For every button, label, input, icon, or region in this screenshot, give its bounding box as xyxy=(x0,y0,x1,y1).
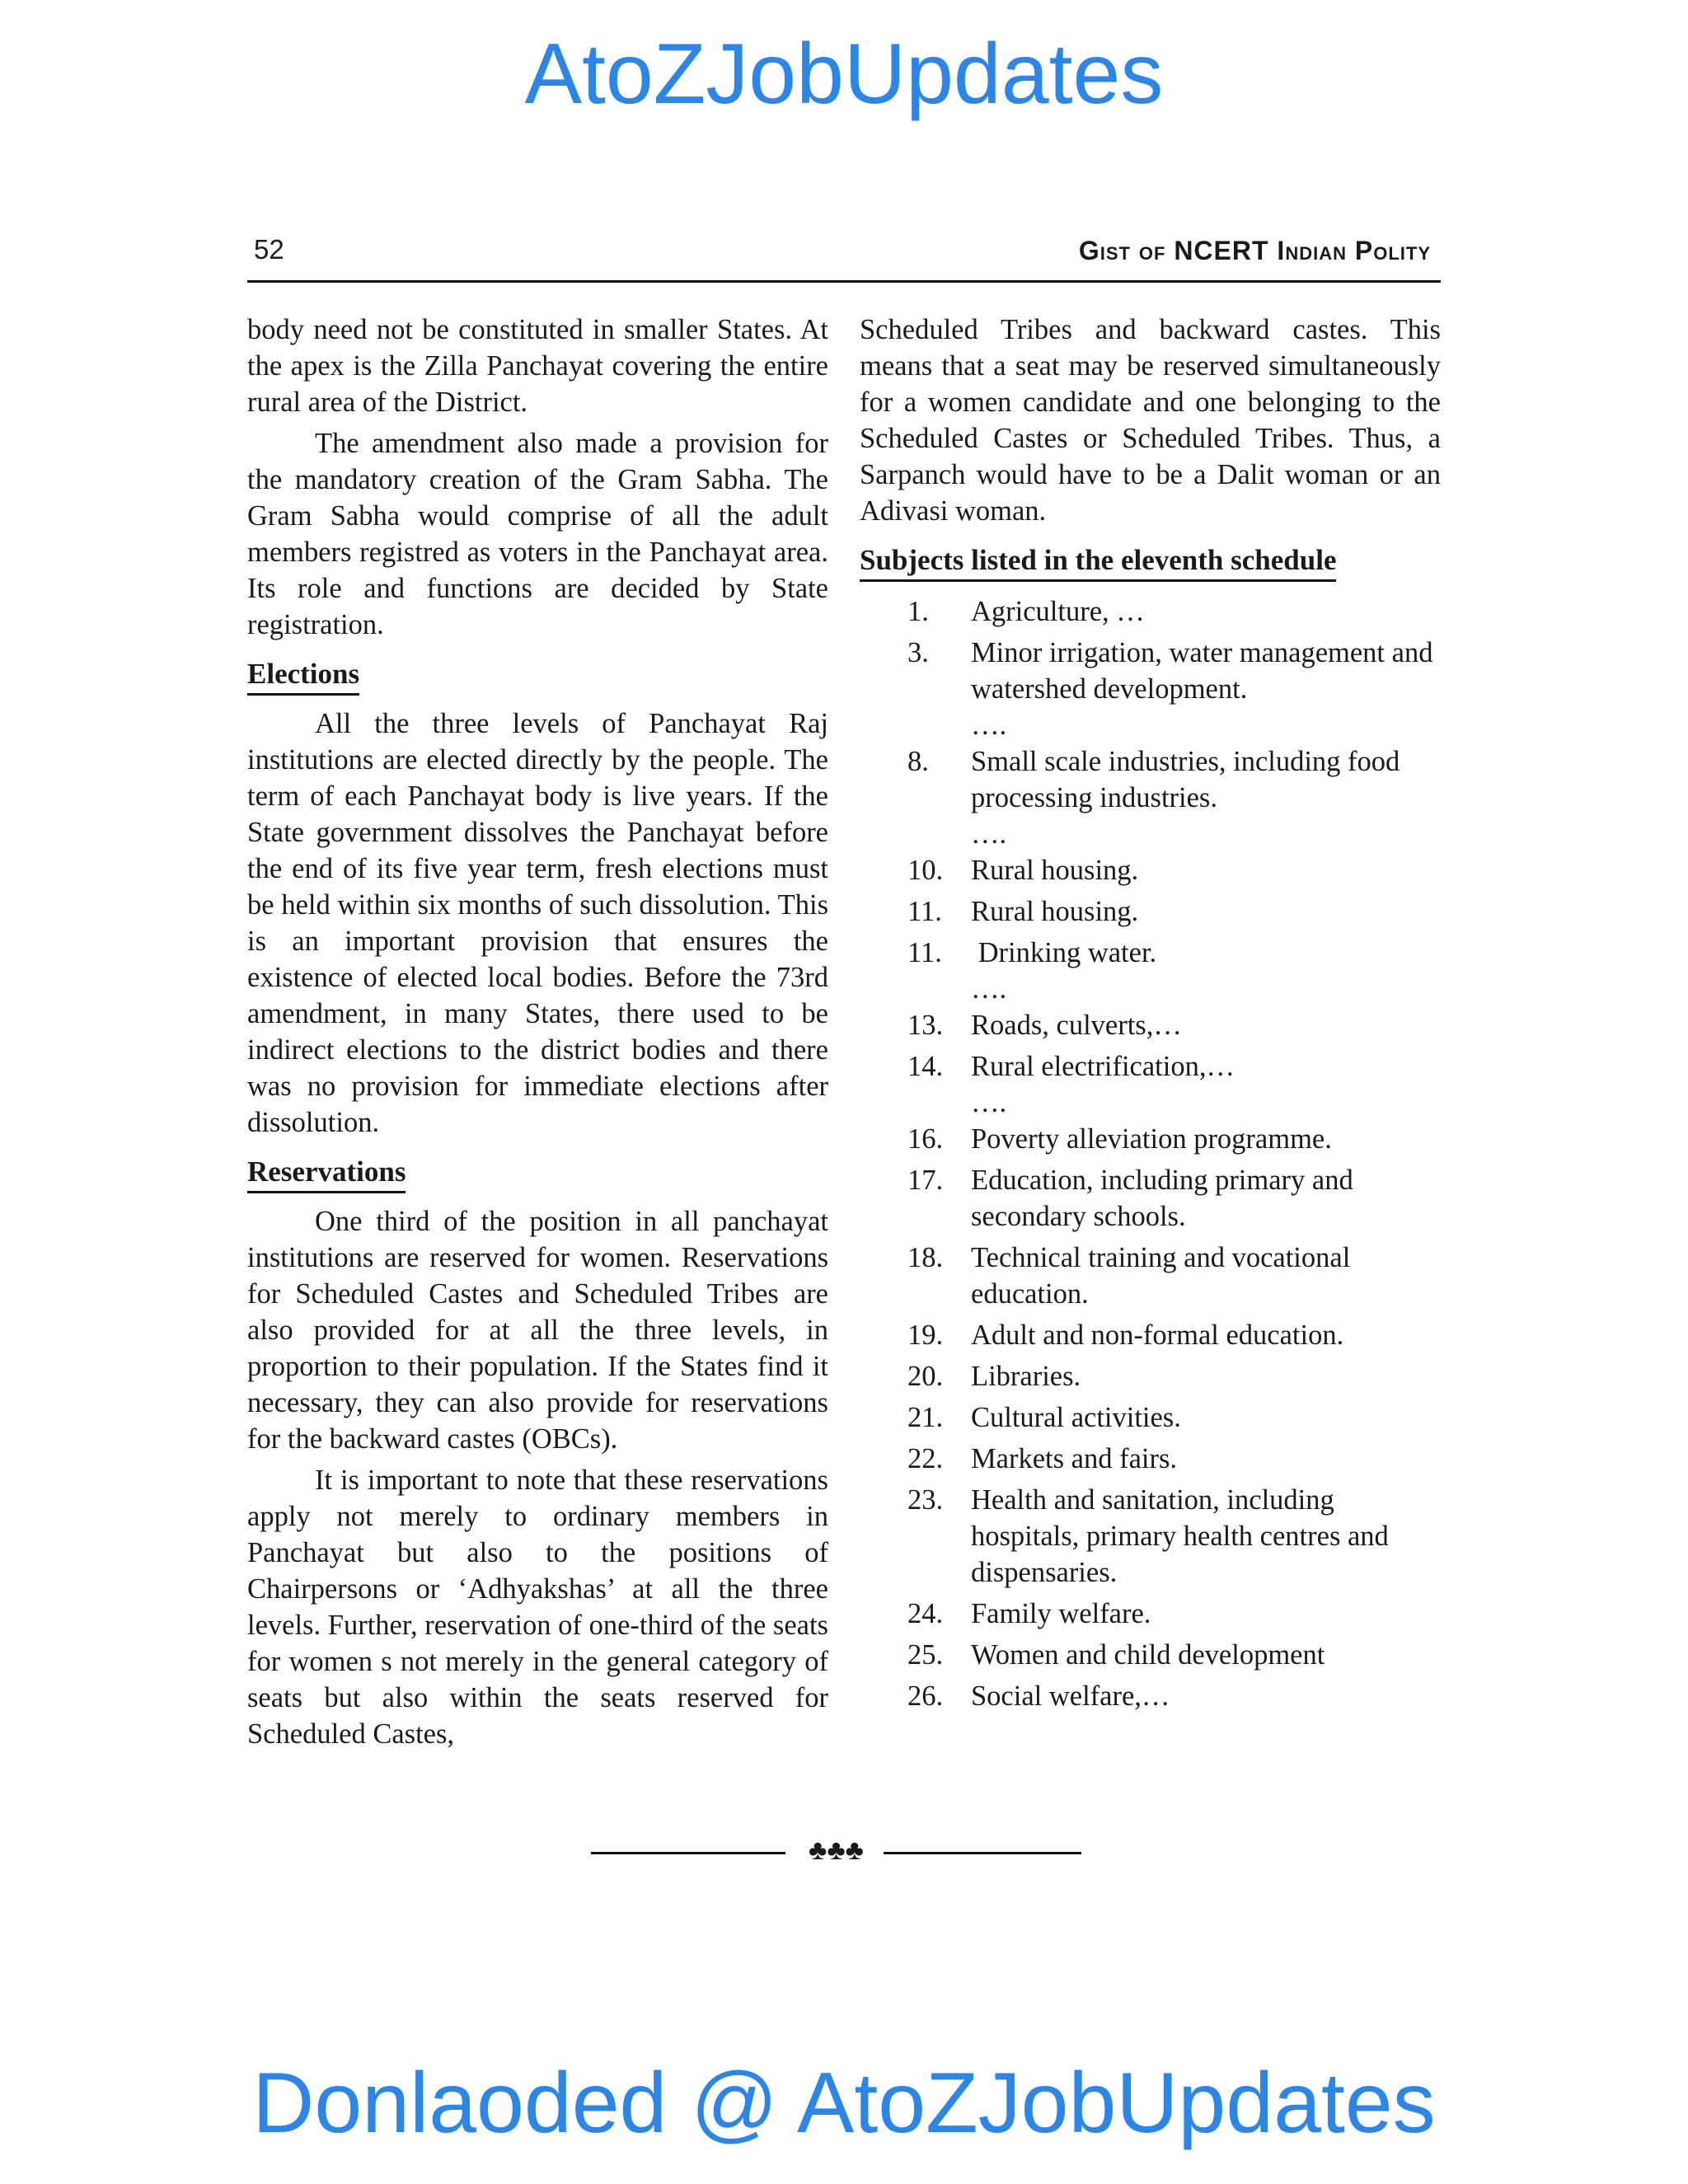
list-item-number: 20. xyxy=(907,1361,944,1392)
right-column xyxy=(860,312,1441,1719)
list-item-number: 17. xyxy=(907,1165,944,1196)
list-item-text: Rural electrification,… xyxy=(971,1051,1235,1082)
list-item xyxy=(860,935,1441,971)
page-number: 52 xyxy=(254,234,284,265)
list-item-number: 14. xyxy=(907,1051,944,1082)
paragraph: Scheduled Tribes and backward castes. This means that a seat may be reserved simultaneously for a women candidate and one belonging to the Scheduled Castes or Scheduled Tribes. Thus, a Sarpanch would have to be a Dalit woman or an Adivasi woman. xyxy=(860,314,1441,527)
ornament-rule-right xyxy=(884,1852,1081,1854)
list-item xyxy=(860,1048,1441,1085)
list-item-text: Roads, culverts,… xyxy=(971,1010,1182,1041)
paragraph: All the three levels of Panchayat Raj institutions are elected directly by the people. The term of each Panchayat body is live years. If the State government dissolves the Panchayat before the end of its five year term, fresh elections must be held within six months of such dissolution. This is an important provision that ensures the existence of elected local bodies. Before the 73rd amendment, in many States, there used to be indirect elections to the district bodies and there was no provision for immediate elections after dissolution. xyxy=(247,708,828,1138)
list-ellipsis: …. xyxy=(971,818,1007,850)
paragraph: It is important to note that these reservations apply not merely to ordinary members in Panchayat but also to the positions of Chairpersons or ‘Adhyakshas’ at all the three levels. Further, reservation of one-third of the seats for women s not merely in the general category of seats but also within the seats reserved for Scheduled Castes, xyxy=(247,1465,828,1750)
section-heading-wrapper xyxy=(247,656,828,696)
list-item-number: 11. xyxy=(907,937,942,968)
list-item-number: 13. xyxy=(907,1010,944,1041)
section-heading-reservations: Reservations xyxy=(247,1155,406,1193)
list-item-text: Agriculture, … xyxy=(971,596,1145,627)
list-item-text: Small scale industries, including food processing industries. xyxy=(971,746,1400,813)
list-item-text: Libraries. xyxy=(971,1361,1081,1392)
list-item-number: 1. xyxy=(907,596,929,627)
list-item-text: Rural housing. xyxy=(971,896,1139,927)
section-heading-wrapper xyxy=(860,542,1441,582)
list-item xyxy=(860,593,1441,630)
list-item-text: Health and sanitation, including hospitals, primary health centres and dispensaries. xyxy=(971,1484,1389,1588)
left-column xyxy=(247,312,828,1752)
section-heading-subjects: Subjects listed in the eleventh schedule xyxy=(860,544,1336,582)
list-item-number: 24. xyxy=(907,1598,944,1629)
list-item-text: Drinking water. xyxy=(971,937,1157,968)
watermark-top: AtoZJobUpdates xyxy=(524,26,1164,122)
list-item-text: Adult and non-formal education. xyxy=(971,1319,1344,1351)
list-item xyxy=(860,1596,1441,1632)
list-item-text: Family welfare. xyxy=(971,1598,1151,1629)
page-header xyxy=(247,231,1441,283)
list-item xyxy=(860,852,1441,888)
list-item xyxy=(860,893,1441,930)
end-ornament xyxy=(591,1835,1081,1868)
list-item-number: 22. xyxy=(907,1443,944,1474)
section-heading-elections: Elections xyxy=(247,658,359,696)
list-item-text: Technical training and vocational education. xyxy=(971,1242,1351,1310)
list-item xyxy=(860,1121,1441,1157)
list-item xyxy=(860,635,1441,707)
list-item-number: 18. xyxy=(907,1242,944,1273)
clubs-ornament-icon: ♣♣♣ xyxy=(809,1835,864,1866)
paragraph: The amendment also made a provision for the mandatory creation of the Gram Sabha. The Gram Sabha would comprise of all the adult members registred as voters in the Panchayat area. Its role and functions are decided by State registration. xyxy=(247,428,828,640)
list-ellipsis: …. xyxy=(971,973,1007,1005)
list-item-number: 3. xyxy=(907,637,929,668)
list-ellipsis: …. xyxy=(971,710,1007,741)
list-item-number: 26. xyxy=(907,1680,944,1712)
list-item-number: 8. xyxy=(907,746,929,777)
list-item xyxy=(860,1441,1441,1477)
list-item xyxy=(860,1007,1441,1043)
list-item-number: 16. xyxy=(907,1123,944,1155)
list-item xyxy=(860,1637,1441,1673)
list-item-text: Poverty alleviation programme. xyxy=(971,1123,1332,1155)
watermark-bottom: Donlaoded @ AtoZJobUpdates xyxy=(252,2055,1436,2151)
paragraph: body need not be constituted in smaller States. At the apex is the Zilla Panchayat covering the entire rural area of the District. xyxy=(247,314,828,418)
list-item-text: Cultural activities. xyxy=(971,1402,1181,1433)
ornament-rule-left xyxy=(591,1852,785,1854)
list-item xyxy=(860,1482,1441,1591)
list-item-number: 23. xyxy=(907,1484,944,1516)
list-item-text: Rural housing. xyxy=(971,855,1139,886)
section-heading-wrapper xyxy=(247,1154,828,1193)
list-item-text: Social welfare,… xyxy=(971,1680,1170,1712)
list-item-number: 21. xyxy=(907,1402,944,1433)
list-item-text: Women and child development xyxy=(971,1639,1325,1671)
list-item xyxy=(860,1317,1441,1353)
list-item-number: 10. xyxy=(907,855,944,886)
running-title: Gist of NCERT Indian Polity xyxy=(1078,236,1431,265)
list-item-text: Education, including primary and secondary schools. xyxy=(971,1165,1353,1232)
list-item-number: 19. xyxy=(907,1319,944,1351)
list-item-text: Minor irrigation, water management and watershed development. xyxy=(971,637,1433,705)
list-item xyxy=(860,1240,1441,1312)
list-ellipsis: …. xyxy=(971,1087,1007,1118)
list-item-number: 25. xyxy=(907,1639,944,1671)
list-item xyxy=(860,1162,1441,1235)
list-item xyxy=(860,1358,1441,1394)
list-item xyxy=(860,1399,1441,1436)
list-item-text: Markets and fairs. xyxy=(971,1443,1178,1474)
paragraph: One third of the position in all panchayat institutions are reserved for women. Reservations for Scheduled Castes and Scheduled Tribes are also provided for at all the three levels, in proportion to their population. If the States find it necessary, they can also provide for reservations for the backward castes (OBCs). xyxy=(247,1206,828,1455)
subjects-list xyxy=(860,593,1441,1714)
list-item xyxy=(860,743,1441,816)
list-item xyxy=(860,1678,1441,1714)
list-item-number: 11. xyxy=(907,896,942,927)
